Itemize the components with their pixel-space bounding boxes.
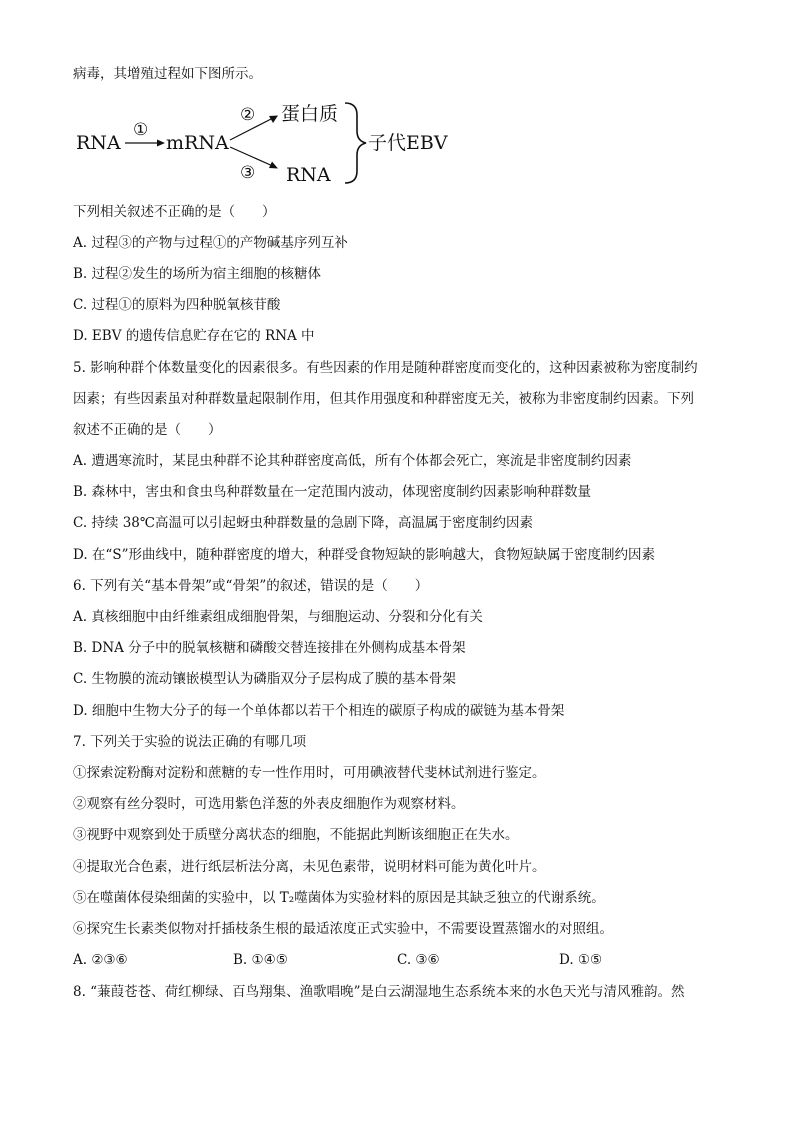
q7-item-5: ⑤在噬菌体侵染细菌的实验中，以 T₂噬菌体为实验材料的原因是其缺乏独立的代谢系统。 bbox=[73, 890, 605, 906]
q6-option-b: B. DNA 分子中的脱氧核糖和磷酸交替连接排在外侧构成基本骨架 bbox=[73, 640, 466, 656]
q7-item-2: ②观察有丝分裂时，可选用紫色洋葱的外表皮细胞作为观察材料。 bbox=[73, 796, 465, 812]
q5-option-a: A. 遭遇寒流时，某昆虫种群不论其种群密度高低，所有个体都会死亡，寒流是非密度制约因素 bbox=[73, 453, 632, 469]
q4-stem: 下列相关叙述不正确的是（ ） bbox=[73, 204, 276, 220]
right-curly-brace bbox=[345, 103, 366, 183]
q4-option-d: D. EBV 的遗传信息贮存在它的 RNA 中 bbox=[73, 328, 315, 344]
q7-item-6: ⑥探究生长素类似物对扦插枝条生根的最适浓度正式实验中，不需要设置蒸馏水的对照组。 bbox=[73, 921, 613, 937]
q6-option-d: D. 细胞中生物大分子的每一个单体都以若干个相连的碳原子构成的碳链为基本骨架 bbox=[73, 703, 565, 719]
q8-stem: 8. “蒹葭苍苍、荷红柳绿、百鸟翔集、渔歌唱晚”是白云湖湿地生态系统本来的水色天光与清风雅韵。然 bbox=[73, 984, 685, 1000]
q6-option-a: A. 真核细胞中由纤维素组成细胞骨架，与细胞运动、分裂和分化有关 bbox=[73, 609, 483, 625]
q6-stem: 6. 下列有关“基本骨架”或“骨架”的叙述，错误的是（ ） bbox=[73, 578, 429, 594]
diagram-offspring-ebv: 子代EBV bbox=[368, 132, 448, 154]
q6-option-c: C. 生物膜的流动镶嵌模型认为磷脂双分子层构成了膜的基本骨架 bbox=[73, 671, 456, 687]
diagram-mrna: mRNA bbox=[166, 132, 229, 154]
q5-option-d: D. 在“S”形曲线中，随种群密度的增大，种群受食物短缺的影响越大，食物短缺属于密度制约因素 bbox=[73, 547, 655, 563]
q5-stem-line2: 因素；有些因素虽对种群数量起限制作用，但其作用强度和种群密度无关，被称为非密度制约因素。下列 bbox=[73, 391, 694, 407]
q7-option-b: B. ①④⑤ bbox=[233, 952, 288, 968]
diagram-step3-label: ③ bbox=[240, 163, 256, 183]
diagram-rna-right: RNA bbox=[286, 164, 331, 186]
intro-text: 病毒，其增殖过程如下图所示。 bbox=[73, 66, 262, 82]
diagram-step1-label: ① bbox=[133, 120, 149, 140]
q4-option-b: B. 过程②发生的场所为宿主细胞的核糖体 bbox=[73, 266, 322, 282]
q7-item-1: ①探索淀粉酶对淀粉和蔗糖的专一性作用时，可用碘液替代斐林试剂进行鉴定。 bbox=[73, 765, 546, 781]
diagram-rna-left: RNA bbox=[76, 132, 121, 154]
ebv-proliferation-diagram bbox=[70, 95, 470, 190]
q7-stem: 7. 下列关于实验的说法正确的有哪几项 bbox=[73, 734, 307, 750]
q5-option-c: C. 持续 38℃高温可以引起蚜虫种群数量的急剧下降，高温属于密度制约因素 bbox=[73, 515, 534, 531]
q5-option-b: B. 森林中，害虫和食虫鸟种群数量在一定范围内波动，体现密度制约因素影响种群数量 bbox=[73, 484, 592, 500]
q4-option-c: C. 过程①的原料为四种脱氧核苷酸 bbox=[73, 297, 281, 313]
diagram-protein: 蛋白质 bbox=[281, 103, 339, 125]
q7-item-3: ③视野中观察到处于质壁分离状态的细胞，不能据此判断该细胞正在失水。 bbox=[73, 827, 519, 843]
q4-option-a: A. 过程③的产物与过程①的产物碱基序列互补 bbox=[73, 235, 348, 251]
q5-stem-line3: 叙述不正确的是（ ） bbox=[73, 422, 222, 438]
q7-item-4: ④提取光合色素，进行纸层析法分离，未见色素带，说明材料可能为黄化叶片。 bbox=[73, 859, 546, 875]
q5-stem-line1: 5. 影响种群个体数量变化的因素很多。有些因素的作用是随种群密度而变化的，这种因素被称为密度制约 bbox=[73, 360, 698, 376]
q7-option-c: C. ③⑥ bbox=[397, 952, 440, 968]
q7-option-d: D. ①⑤ bbox=[559, 952, 603, 968]
q7-option-a: A. ②③⑥ bbox=[73, 952, 128, 968]
diagram-step2-label: ② bbox=[240, 105, 256, 125]
arrow-step1 bbox=[125, 140, 165, 147]
